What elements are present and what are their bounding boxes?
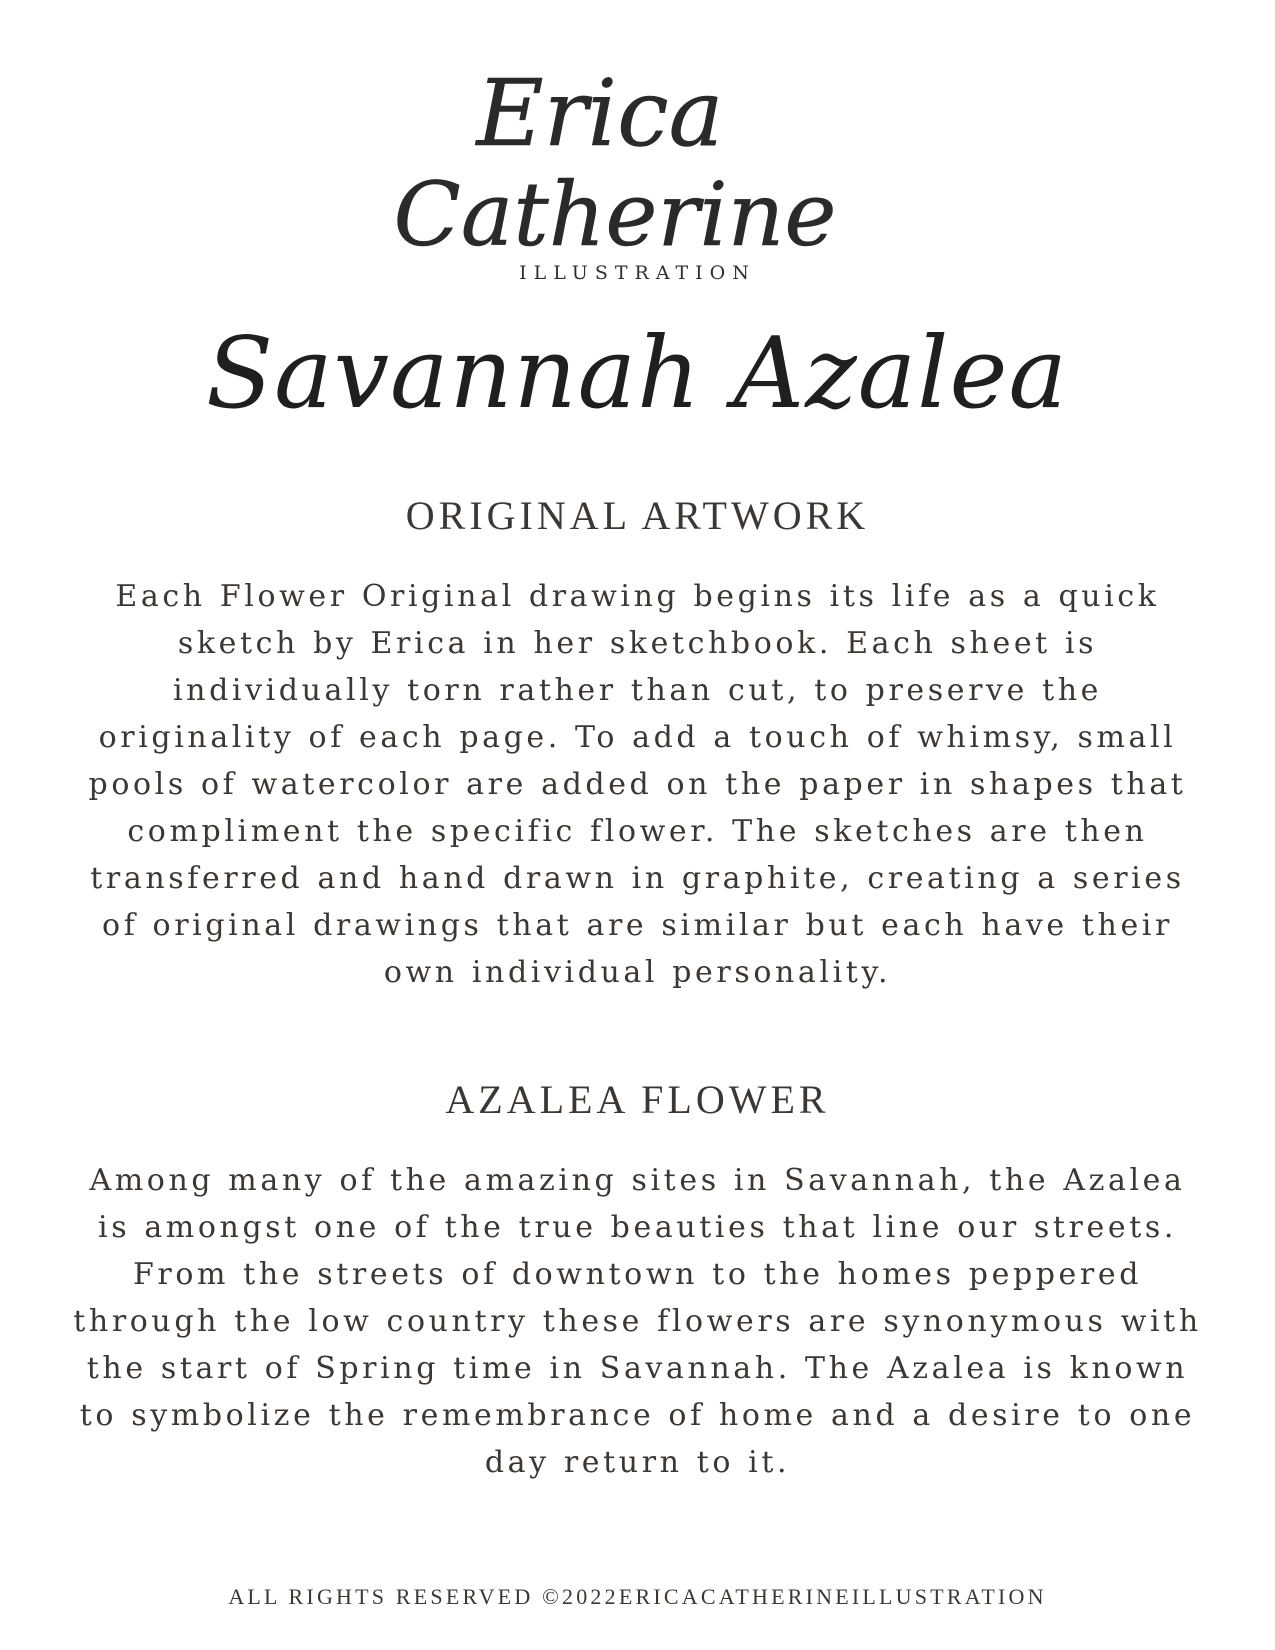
title-block xyxy=(0,315,1275,455)
copyright-footer: ALL RIGHTS RESERVED ©2022ERICACATHERINEILLUSTRATION xyxy=(228,1584,1047,1609)
section-body-original-artwork: Each Flower Original drawing begins its life as a quick sketch by Erica in her sketchbook. Each sheet is individually torn rather than cut, to preserve the originality of each page. To add a touch of whimsy, small pools of watercolor are added on the paper in shapes that compliment the specific flower. The sketches are then transferred and hand drawn in graphite, creating a series of original drawings that are similar but each have their own individual personality. xyxy=(88,579,1187,990)
section-heading-azalea-flower: AZALEA FLOWER xyxy=(445,1077,830,1122)
logo xyxy=(0,40,1275,290)
logo-line2: Catherine xyxy=(393,163,837,266)
section-heading-original-artwork: ORIGINAL ARTWORK xyxy=(405,493,870,538)
page-title: Savannah Azalea xyxy=(206,317,1068,431)
logo-wordmark xyxy=(0,40,1275,270)
script-title xyxy=(0,315,1275,455)
logo-subtitle: ILLUSTRATION xyxy=(519,262,756,284)
section-body-azalea-flower: Among many of the amazing sites in Savannah, the Azalea is amongst one of the true beauties that line our streets. From the streets of downtown to the homes peppered through the low country these flowers are synonymous with the start of Spring time in Savannah. The Azalea is known to symbolize the remembrance of home and a desire to one day return to it. xyxy=(73,1163,1202,1480)
logo-line1: Erica xyxy=(476,60,724,167)
